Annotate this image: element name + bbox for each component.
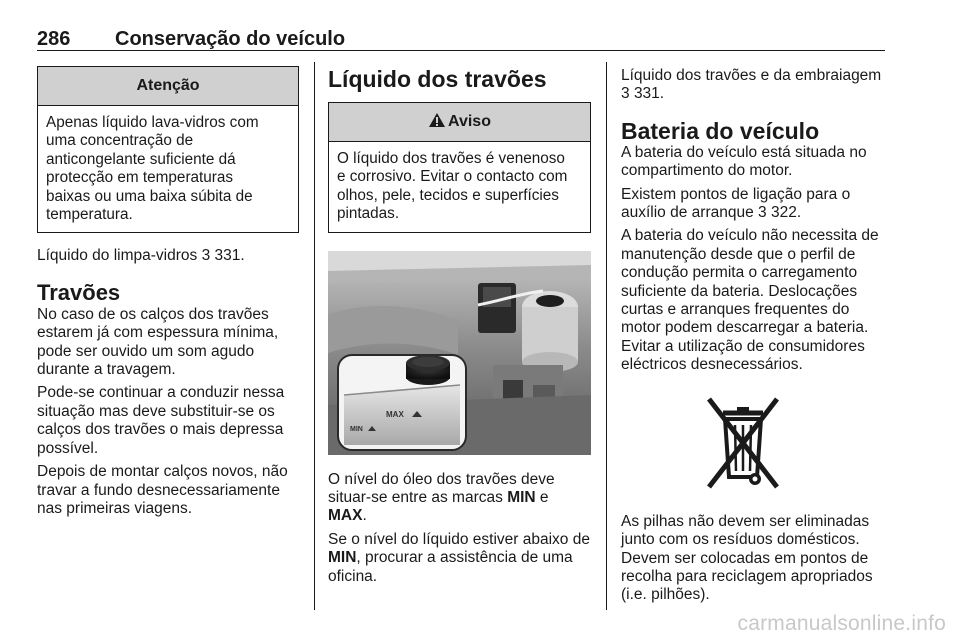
brake-fluid-reservoir-photo xyxy=(328,245,591,455)
page-header xyxy=(37,26,885,51)
warning-triangle-icon xyxy=(428,112,446,128)
section-heading-battery: Bateria do veículo xyxy=(621,117,820,144)
page-ref-arrow-icon[interactable]: 3 xyxy=(201,247,211,265)
warning-title: Aviso xyxy=(448,113,491,130)
column-1 xyxy=(37,66,299,523)
column-divider xyxy=(314,62,315,610)
column-2 xyxy=(328,66,591,591)
min-mark-text: MIN xyxy=(507,489,536,507)
page-ref-link[interactable]: 322. xyxy=(770,204,802,222)
column-3 xyxy=(621,67,885,610)
warning-text: O líquido dos travões é venenoso e corrosivo. Evitar o contacto com olhos, pele, tecidos e superfícies pintadas. xyxy=(337,150,568,223)
attention-title: Atenção xyxy=(38,67,298,106)
battery-disposal-paragraph: As pilhas não devem ser eliminadas junto com os resíduos domésticos. Devem ser colocadas em pontos de recolha para reciclagem apropriados (i.e. pilhões). xyxy=(621,512,873,604)
brakes-paragraph-2: Pode-se continuar a conduzir nessa situação mas deve substituir-se os calços dos travões o mais depressa possível. xyxy=(37,384,285,457)
chapter-title: Conservação do veículo xyxy=(115,28,346,50)
battery-paragraph-2: Existem pontos de ligação para o auxílio de arranque 3 322. xyxy=(621,185,851,222)
warning-header xyxy=(329,103,590,142)
max-mark-text: MAX xyxy=(328,507,363,525)
attention-box xyxy=(37,66,299,233)
brakes-paragraph-3: Depois de montar calços novos, não travar a fundo desnecessariamente nas primeiras viagens. xyxy=(37,463,288,517)
crossed-out-bin-icon xyxy=(703,393,783,493)
fluid-level-paragraph: O nível do óleo dos travões deve situar-se entre as marcas MIN e MAX. xyxy=(328,470,555,525)
warning-box xyxy=(328,102,591,233)
page-ref-arrow-icon[interactable]: 3 xyxy=(758,204,767,222)
column-divider xyxy=(606,62,607,610)
max-mark-label: MAX xyxy=(386,409,404,419)
min-mark-label: MIN xyxy=(350,425,363,433)
section-heading-brakes: Travões xyxy=(37,279,121,305)
page-ref-link[interactable]: 331. xyxy=(633,85,665,103)
brakes-paragraph-1: No caso de os calços dos travões estarem já com espessura mínima, pode ser ouvido um som agudo durante a travagem. xyxy=(37,305,279,379)
washer-fluid-reference: Líquido do limpa-vidros 3 331. xyxy=(37,247,245,265)
page-ref-link[interactable]: 331. xyxy=(214,247,245,265)
watermark: carmanualsonline.info xyxy=(737,612,946,635)
low-fluid-paragraph: Se o nível do líquido estiver abaixo de MIN, procurar a assistência de uma oficina. xyxy=(328,530,590,585)
clutch-fluid-reference: Líquido dos travões e da embraiagem 3 331. xyxy=(621,67,882,103)
page-ref-arrow-icon[interactable]: 3 xyxy=(621,85,630,103)
battery-paragraph-1: A bateria do veículo está situada no compartimento do motor. xyxy=(621,143,867,180)
page-number: 286 xyxy=(37,28,71,50)
attention-text: Apenas líquido lava-vidros com uma concentração de anticongelante suficiente dá protecção em temperaturas baixas ou uma baixa súbita de temperatura. xyxy=(46,114,259,224)
section-heading-brake-fluid: Líquido dos travões xyxy=(328,66,547,92)
engine-bay-illustration xyxy=(328,245,591,455)
battery-paragraph-3: A bateria do veículo não necessita de manutenção desde que o perfil de condução permita o carregamento suficiente da bateria. Deslocações curtas e arranques frequentes do motor podem descarregar a bateria. Evitar a utilização de consumidores eléctricos desnecessários. xyxy=(621,227,879,374)
